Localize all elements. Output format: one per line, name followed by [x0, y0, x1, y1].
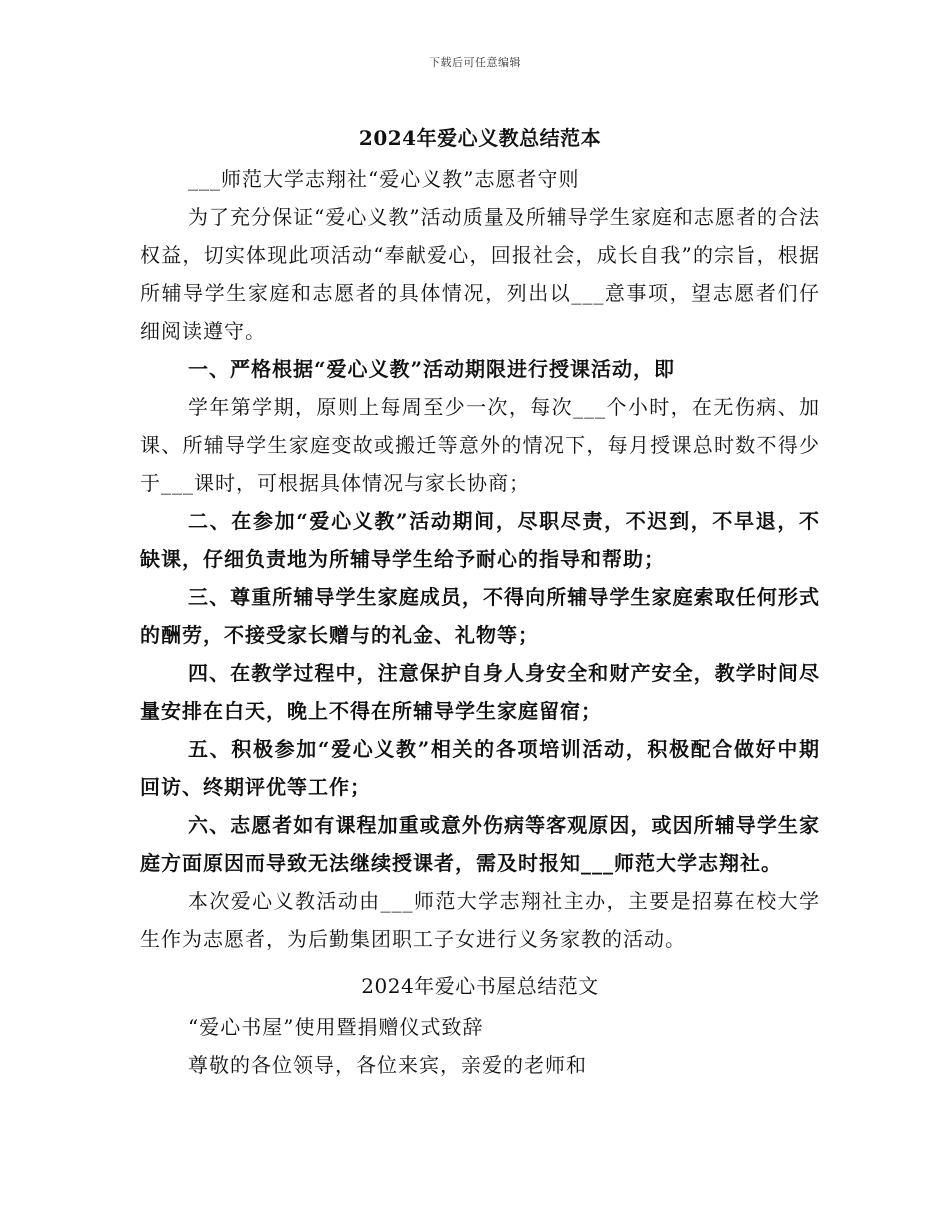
closing-paragraph — [140, 882, 820, 958]
intro-paragraph — [140, 198, 820, 350]
rule-1-paragraph — [140, 388, 820, 502]
fill-blank: ___ — [188, 167, 221, 191]
intro-text-a: 为了充分保证“爱心义教”活动质量及所辅导学生家庭和志愿者的合法权益，切实体现此项活动“奉献爱心，回报社会，成长自我”的宗旨，根据所辅导学生家庭和志愿者的具体情况，列出以 — [140, 205, 820, 305]
fill-blank: ___ — [380, 889, 414, 913]
subtitle-text: 师范大学志翔社“爱心义教”志愿者守则 — [221, 167, 580, 191]
second-document-title: 2024年爱心书屋总结范文 — [361, 974, 599, 998]
rule-6-text-b: 师范大学志翔社。 — [614, 851, 782, 875]
closing-text-b: 师范大学志翔社主办，主要是招募在校大学生作为志愿者，为后勤集团职工子女进行义务家教的活动。 — [140, 889, 821, 951]
second-doc-line-2: 尊敬的各位领导，各位来宾，亲爱的老师和 — [188, 1053, 587, 1077]
rule-3-paragraph: 三、尊重所辅导学生家庭成员，不得向所辅导学生家庭索取任何形式的酬劳，不接受家长赠与的礼金、礼物等； — [140, 585, 820, 647]
header-note: 下载后可任意编辑 — [429, 56, 521, 69]
subtitle-line — [140, 160, 820, 198]
rule-1-text-a: 学年第学期，原则上每周至少一次，每次 — [188, 395, 574, 419]
rule-1-text-c: 课时，可根据具体情况与家长协商； — [194, 471, 530, 495]
document-body — [140, 120, 820, 1084]
closing-text-a: 本次爱心义教活动由 — [188, 889, 381, 913]
rule-6-text-a: 六、志愿者如有课程加重或意外伤病等客观原因，或因所辅导学生家庭方面原因而导致无法继续授课者，需及时报知 — [140, 813, 820, 875]
fill-blank: ___ — [581, 851, 614, 875]
rule-5-paragraph: 五、积极参加“爱心义教”相关的各项培训活动，积极配合做好中期回访、终期评优等工作； — [140, 737, 820, 799]
rule-2-paragraph: 二、在参加“爱心义教”活动期间，尽职尽责，不迟到，不早退，不缺课，仔细负责地为所辅导学生给予耐心的指导和帮助； — [140, 509, 820, 571]
document-title: 2024年爱心义教总结范本 — [358, 126, 602, 150]
fill-blank: ___ — [571, 281, 605, 305]
fill-blank: ___ — [573, 395, 607, 419]
second-doc-line-1: “爱心书屋”使用暨捐赠仪式致辞 — [188, 1015, 484, 1039]
rule-1-text-b: 个小时，在无伤病、加课、所辅导学生家庭变故或搬迁等意外的情况下，每月授课总时数不得少于 — [140, 395, 821, 495]
rule-4-paragraph: 四、在教学过程中，注意保护自身人身安全和财产安全，教学时间尽量安排在白天，晚上不得在所辅导学生家庭留宿； — [140, 661, 820, 723]
intro-text-b: 意事项，望志愿者们仔细阅读遵守。 — [140, 281, 821, 343]
fill-blank: ___ — [161, 471, 194, 495]
rule-1-heading: 一、严格根据“爱心义教”活动期限进行授课活动，即 — [188, 357, 676, 381]
rule-6-paragraph — [140, 806, 820, 882]
